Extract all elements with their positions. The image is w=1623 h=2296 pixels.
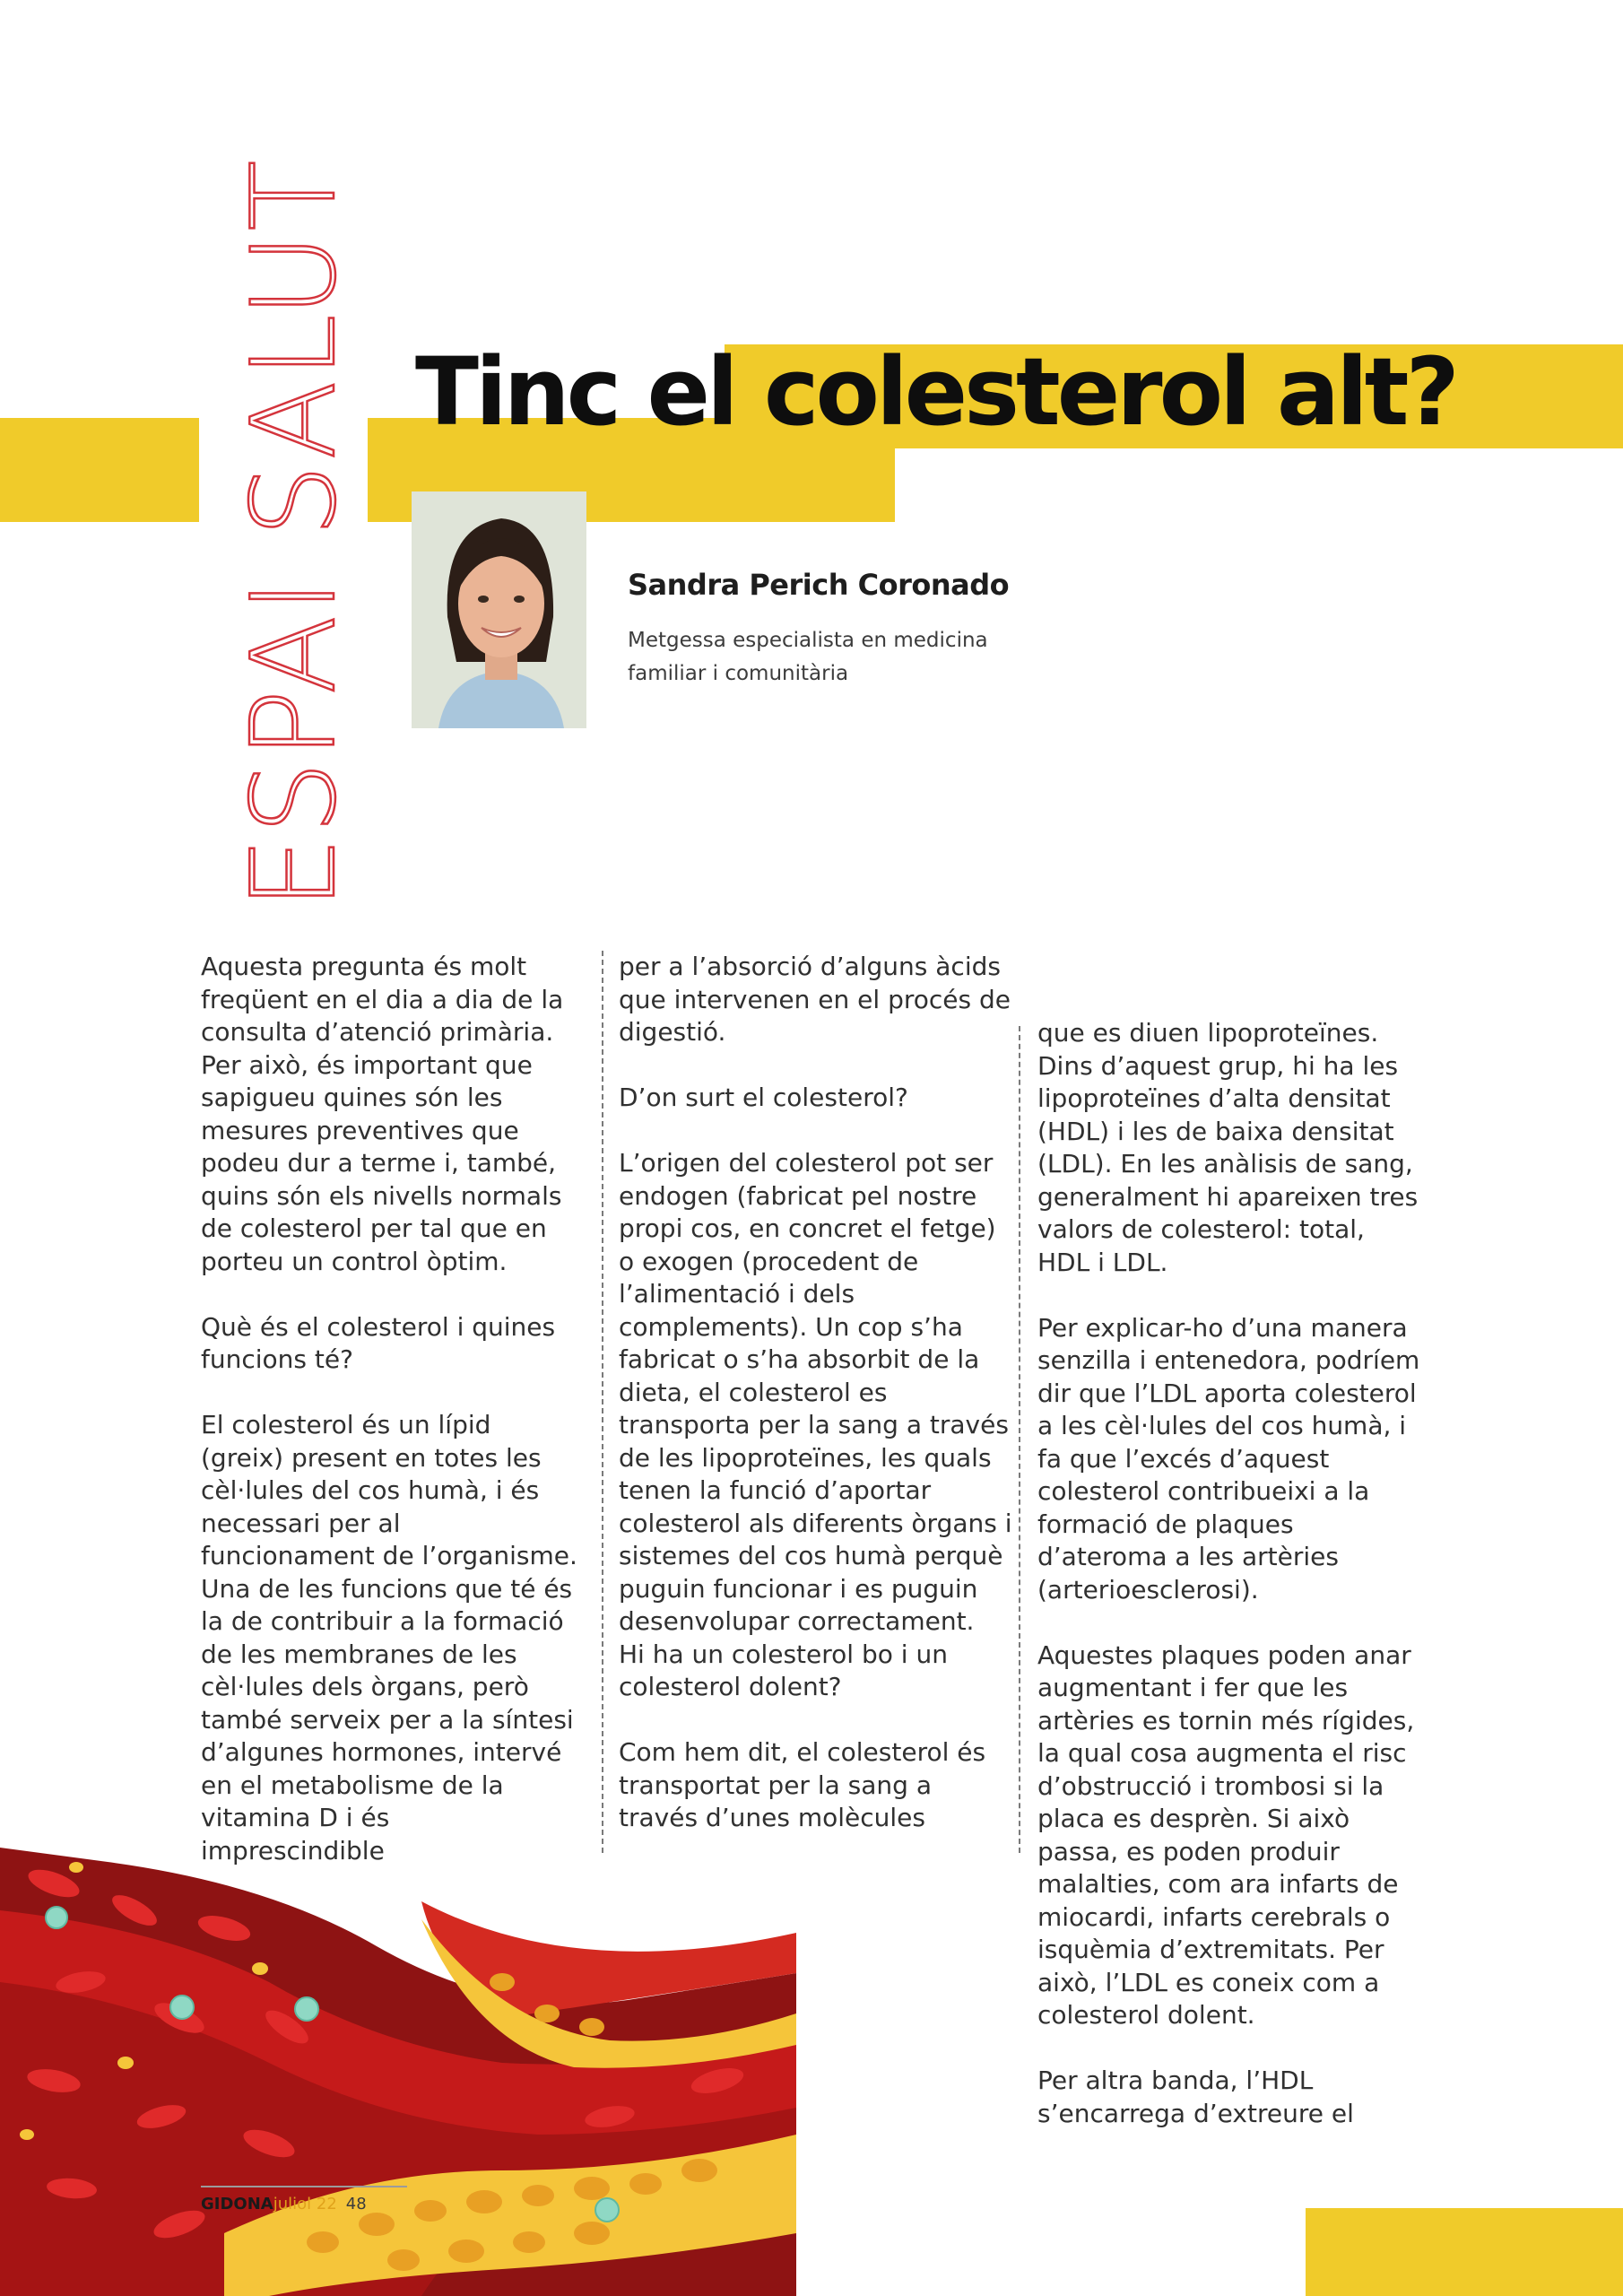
footer-brand: GIDONA (201, 2195, 273, 2213)
subheading-origin: D’on surt el colesterol? (619, 1083, 908, 1112)
paragraph-plaques: Aquestes plaques poden anar augmentant i fer que les artèries es tornin més rígides, la qual cosa augmenta el risc d’obstrucció i trombosi si la placa es desprèn. Si això passa, es poden produir malalties, com ara infarts de miocardi, infarts cerebrals o isquèmia d’extremitats. Per això, l’LDL es coneix com a colesterol dolent. (1037, 1639, 1415, 2030)
subheading-what-is-cholesterol: Què és el colesterol i quines funcions té? (201, 1311, 556, 1374)
paragraph-lipoproteins: que es diuen lipoproteïnes. Dins d’aquest grup, hi ha les lipoproteïnes d’alta densitat (HDL) i les de baixa densitat (LDL). En les anàlisis de sang, generalment hi apareixen tres valors de colesterol: total, HDL i LDL. (1037, 1018, 1419, 1277)
paragraph-intro: Aquesta pregunta és molt freqüent en el dia a dia de la consulta d’atenció primària. Per això, és important que sapigueu quines són les mesures preventives que podeu dur a terme i, també, quins són els nivells normals de colesterol per tal que en porteu un control òptim. (201, 952, 564, 1276)
paragraph-hdl: Per altra banda, l’HDL s’encarrega d’extreure el (1037, 2066, 1354, 2128)
footer-text (201, 2195, 367, 2213)
blood-vessel-illustration (0, 1848, 796, 2296)
yellow-band-left (0, 418, 199, 522)
column-divider (1019, 1026, 1020, 1853)
paragraph-lipid: El colesterol és un lípid (greix) present en totes les cèl·lules del cos humà, i és necessari per al funcionament de l’organisme. Una de les funcions que té és la de contribuir a la formació de les membranes de les cèl·lules dels òrgans, però també serveix per a la síntesi d’algunes hormones, intervé en el metabolisme de la vitamina D i és imprescindible (201, 1410, 577, 1866)
author-photo (412, 491, 586, 728)
article-column-1 (201, 951, 577, 1867)
column-divider (602, 951, 603, 1853)
subheading-good-bad: Hi ha un colesterol bo i un colesterol dolent? (619, 1639, 948, 1701)
author-role-line-2: familiar i comunitària (628, 662, 849, 685)
page-number: 48 (345, 2195, 367, 2213)
section-label: ESPAI SALUT (228, 157, 361, 909)
author-portrait-illustration (412, 491, 586, 728)
paragraph-origin: L’origen del colesterol pot ser endogen (fabricat pel nostre propi cos, en concret el fetge) o exogen (procedent de l’alimentació i dels complements). Un cop s’ha fabricat o s’ha absorbit de la dieta, el colesterol es transporta per la sang a través de les lipoproteïnes, les quals tenen la funció d’aportar colesterol als diferents òrgans i sistemes del cos humà perquè puguin funcionar i es puguin desenvolupar correctament. (619, 1148, 1012, 1636)
article-column-3 (1037, 1017, 1423, 2130)
paragraph-transport: Com hem dit, el colesterol és transportat per la sang a través d’unes molècules (619, 1737, 986, 1832)
paragraph-ldl: Per explicar-ho d’una manera senzilla i entenedora, podríem dir que l’LDL aporta colesterol a les cèl·lules del cos humà, i fa que l’excés d’aquest colesterol contribueixi a la formació de plaques d’ateroma a les artèries (arterioesclerosi). (1037, 1312, 1420, 1605)
footer-rule (201, 2186, 407, 2187)
author-role (628, 624, 1022, 691)
footer-date: juliol 22 (273, 2195, 337, 2213)
yellow-band-bottom (1306, 2208, 1623, 2296)
article-column-2 (619, 951, 1013, 1835)
paragraph-absorption: per a l’absorció d’alguns àcids que intervenen en el procés de digestió. (619, 952, 1011, 1047)
page-title: Tinc el colesterol alt? (415, 337, 1456, 447)
author-name: Sandra Perich Coronado (628, 568, 1010, 602)
author-role-line-1: Metgessa especialista en medicina (628, 629, 988, 652)
